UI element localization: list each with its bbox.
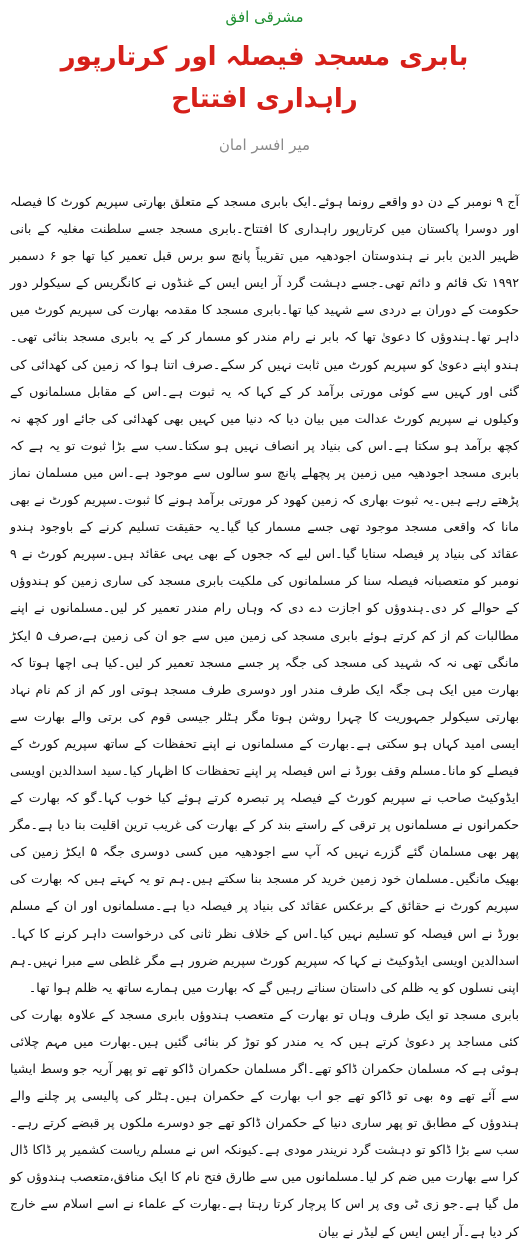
article-header [10, 0, 519, 158]
article-paragraph: بابری مسجد تو ایک طرف وہاں تو بھارت کے متعصب ہندوؤں بابری مسجد کے علاوہ بھارت کی کئی مساجد پر دعویٰ کرتے ہیں کہ یہ مندر کو توڑ کر بنائی گئیں ہیں۔بھارت میں مہم چلائی ہوئی ہے کہ مسلمان حکمران ڈاکو تھے۔اگر مسلمان حکمران ڈاکو تھے تو پھر آریہ جو وسط ایشیا سے آئے تھے وہ بھی تو ڈاکو تھے جو اب بھارت کے حکمران ہیں۔ہٹلر کی پالیسی پر چلنے والے ہندوؤں کے مطابق تو پھر ساری دنیا کے حکمران ڈاکو تھے جو دوسرے ملکوں پر قبضے کرتے رہے۔سب سے بڑا ڈاکو تو دہشت گرد نریندر مودی ہے۔کیونکہ اس نے مسلم ریاست کشمیر پر ڈاکا ڈال کرا سے بھارت میں ضم کر لیا۔مسلمانوں میں سے طارق فتح نام کا ایک منافق،متعصب ہندوؤں کو مل گیا ہے۔جو زی ٹی وی پر اس کا پرچار کرتا رہتا ہے۔بھارت کے علماء نے اسے اسلام سے خارج کر دیا ہے۔آر ایس ایس کے لیڈر نے بیان [10, 1006, 519, 1239]
article-body [10, 188, 519, 1245]
article-headline: بابری مسجد فیصلہ اور کرتارپور راہداری افتتاح [60, 42, 469, 114]
article-paragraph: آج ۹ نومبر کے دن دو واقعے رونما ہوئے۔ایک بابری مسجد کے متعلق بھارتی سپریم کورٹ کا فیصلہ اور دوسرا پاکستان میں کرتارپور راہداری کا افتتاح۔بابری مسجد جسے سلطنت مغلیہ کے بانی ظہیر الدین بابر نے ہندوستان اجودھیہ میں تقریباً پانچ سو برس قبل تعمیر کیا تھا جو ۶ دسمبر ۱۹۹۲ تک قائم و دائم تھی۔جسے دہشت گرد آر ایس ایس کے غنڈوں نے کانگریس کے سیکولر دور حکومت کے دوران بے دردی سے شہید کیا تھا۔بابری مسجد کا مقدمہ بھارت کی سپریم کورٹ میں داہر تھا۔ہندوؤں کا دعویٰ تھا کہ بابر نے رام مندر کو مسمار کر کے یہ بابری مسجد بنائی تھی۔ہندو اپنے دعویٰ کو سپریم کورٹ میں ثابت نہیں کر سکے۔صرف اتنا ہوا کہ زمین کی کھدائی کی گئی اور کہیں سے کوئی مورتی برآمد کر کے کہا کہ یہ ثبوت ہے۔اس کے مقابل مسلمانوں کے وکیلوں نے سپریم کورٹ عدالت میں بیان دیا کہ دنیا میں کہیں بھی کھدائی کی جائے اور کچھ نہ کچھ برآمد ہو سکتا ہے۔اس کی بنیاد پر انصاف نہیں ہو سکتا۔سب سے بڑا ثبوت تو یہ ہے کہ بابری مسجد اجودھیہ میں زمین پر پچھلے پانچ سو سالوں سے موجود ہے۔اس میں مسلمان نماز پڑھتے رہے ہیں۔یہ ثبوت بھاری کہ زمین کھود کر مورتی برآمد ہونے کا ثبوت۔سپریم کورٹ نے بھی مانا کہ واقعی مسجد موجود تھی جسے مسمار کیا گیا۔یہ حقیقت تسلیم کرنے کے باوجود ہندو عقائد کی بنیاد پر فیصلہ سنایا گیا۔اس لیے کہ ججوں کے بھی یہی عقائد ہیں۔سپریم کورٹ نے ۹ نومبر کو متعصبانہ فیصلہ سنا کر مسلمانوں کی ملکیت بابری مسجد کی ساری زمین کو ہندوؤں کے حوالے کر دی۔ہندوؤں کو اجازت دے دی کہ وہاں رام مندر تعمیر کر لیں۔مسلمانوں نے اپنے مطالبات کم از کم کرتے ہوئے بابری مسجد کی زمین میں سے جو ان کی زمین ہے،صرف ۵ ایکڑ مانگی تھی نہ کہ شہید کی مسجد کی جگہ پر جسے مسجد تعمیر کر لیں۔کیا ہی اچھا ہوتا کہ بھارت میں ایک ہی جگہ ایک طرف مندر اور دوسری طرف مسجد ہوتی اور کم از کم نام نہاد بھارتی سیکولر جمہوریت کا چہرا روشن ہوتا مگر ہٹلر جیسی قوم کی برتی والے بھارت سے ایسی امید کہاں ہو سکتی ہے۔بھارت کے مسلمانوں نے اپنے تحفظات کے ساتھ سپریم کورٹ کے فیصلے کو مانا۔مسلم وقف بورڈ نے اس فیصلہ پر اپنے تحفظات کا اظہار کیا۔سید اسدالدین اویسی ایڈوکیٹ صاحب نے سپریم کورٹ کے فیصلہ پر تبصرہ کرتے ہوئے کیا خوب کہا۔گو کہ بھارت کے حکمرانوں نے مسلمانوں پر ترقی کے راستے بند کر کے بھارت کی غریب ترین اقلیت بنا دیا ہے۔مگر پھر بھی مسلمان گئے گزرے نہیں کہ آپ سے اجودھیہ میں کسی دوسری جگہ ۵ ایکڑ زمین کی بھیک مانگیں۔مسلمان خود زمین خرید کر مسجد بنا سکتے ہیں۔ہم تو یہ کہتے ہیں کہ بھارت کی سپریم کورٹ نے حقائق کے برعکس عقائد کی بنیاد پر فیصلہ دیا ہے۔مسلمانوں اور ان کے مسلم بورڈ نے اس فیصلہ کو تسلیم نہیں کیا۔اس کے خلاف نظر ثانی کی درخواست داہر کرنے کا کہا۔اسدالدین اویسی ایڈوکیٹ نے کہا کہ سپریم کورٹ سپریم ضرور ہے مگر غلطی سے مبرا نہیں۔ہم اپنی نسلوں کو یہ ظلم کی داستان سناتے رہیں گے کہ بھارت میں ہمارے ساتھ یہ ظلم ہوا تھا۔ [10, 194, 520, 995]
author-byline: میر افسر امان [218, 136, 311, 154]
column-name: مشرقی افق [225, 8, 304, 26]
